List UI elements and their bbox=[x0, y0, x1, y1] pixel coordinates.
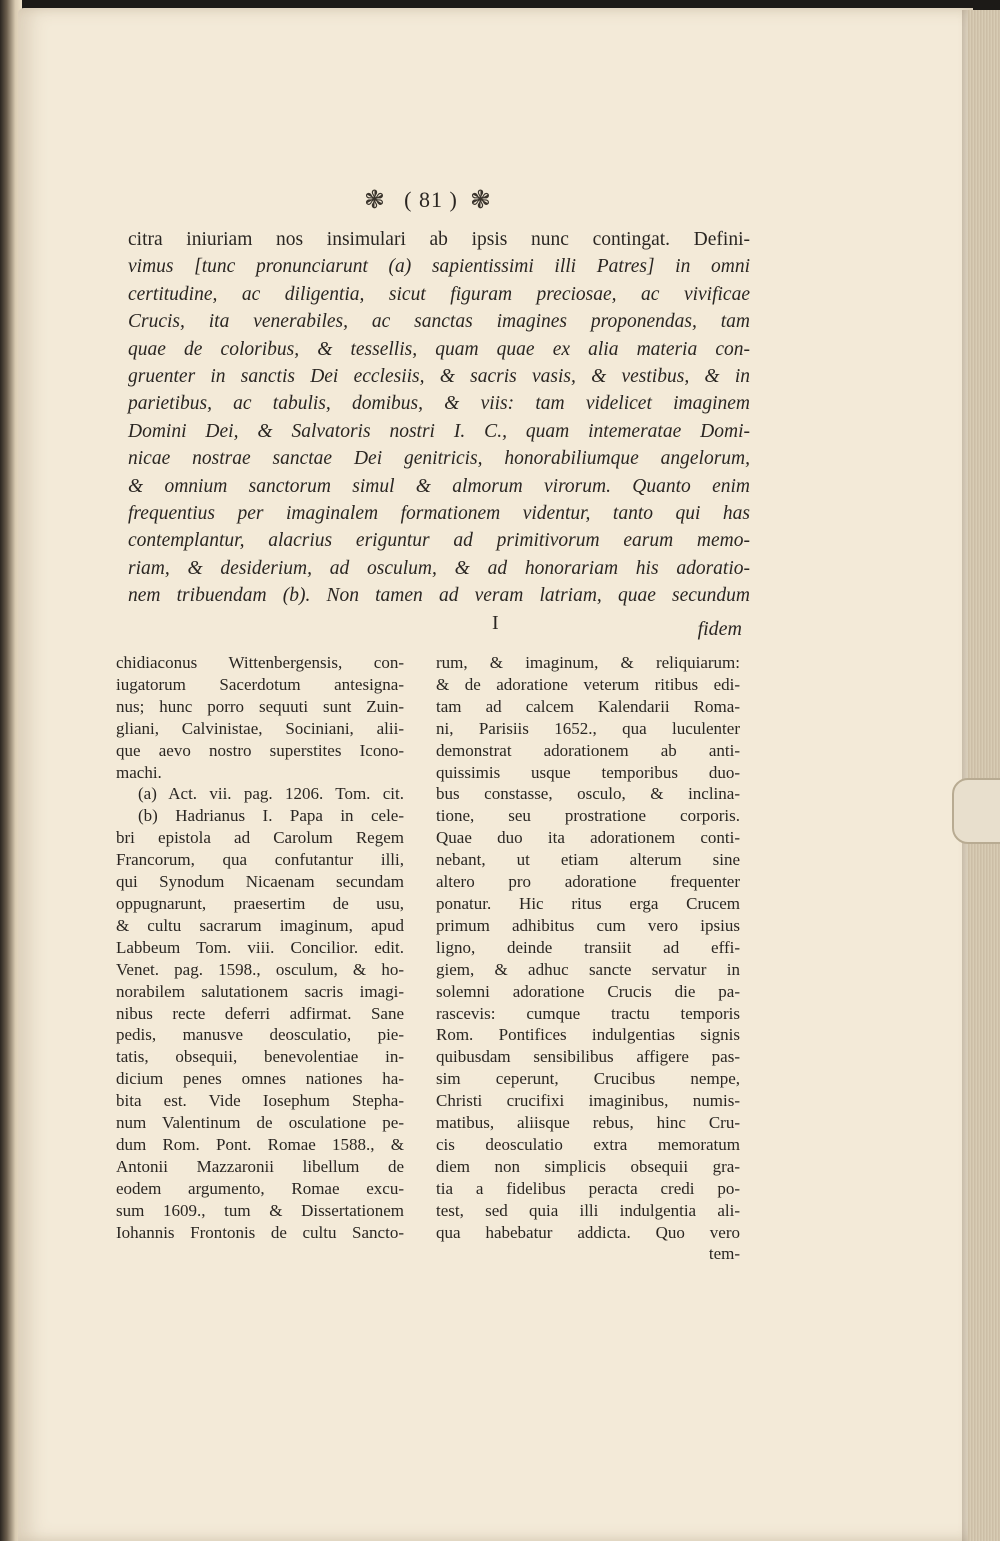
footnote-line: que aevo nostro superstites Icono- bbox=[116, 740, 404, 760]
main-text-line: & omnium sanctorum simul & almorum virorum. Quanto enim bbox=[128, 475, 750, 497]
footnote-catchword: tem- bbox=[708, 1244, 740, 1264]
main-text-line: frequentius per imaginalem formationem videntur, tanto qui has bbox=[128, 503, 750, 525]
signature-mark: I bbox=[492, 612, 499, 634]
footnote-line: bita est. Vide Iosephum Stepha- bbox=[116, 1091, 404, 1111]
footnote-line: rascevis: cumque tractu temporis bbox=[436, 1003, 740, 1023]
main-text-line: parietibus, ac tabulis, domibus, & viis: tam videlicet imaginem bbox=[128, 393, 750, 415]
footnote-line: qui Synodum Nicaenam secundam bbox=[116, 872, 404, 892]
footnote-line: iugatorum Sacerdotum antesigna- bbox=[116, 674, 404, 694]
footnote-line: demonstrat adorationem ab anti- bbox=[436, 740, 740, 760]
footnote-line: eodem argumento, Romae excu- bbox=[116, 1178, 404, 1198]
footnote-line: machi. bbox=[116, 762, 162, 782]
footnote-line: chidiaconus Wittenbergensis, con- bbox=[116, 653, 404, 672]
footnote-line: ligno, deinde transiit ad effi- bbox=[436, 937, 740, 957]
footnote-line: nibus recte deferri adfirmat. Sane bbox=[116, 1003, 404, 1023]
main-text-line: Domini Dei, & Salvatoris nostri I. C., quam intemeratae Domi- bbox=[128, 420, 750, 442]
footnote-line: Labbeum Tom. viii. Concilior. edit. bbox=[116, 937, 404, 957]
footnote-line: quibusdam sensibilibus affigere pas- bbox=[436, 1047, 740, 1067]
footnote-line: primum adhibitus cum vero ipsius bbox=[436, 915, 740, 935]
footnote-line: sum 1609., tum & Dissertationem bbox=[116, 1200, 404, 1220]
footnote-line: sim ceperunt, Crucibus nempe, bbox=[436, 1069, 740, 1089]
main-text-line: Crucis, ita venerabiles, ac sanctas imagines proponendas, tam bbox=[128, 311, 750, 333]
footnote-line: bus constasse, osculo, & inclina- bbox=[436, 784, 740, 804]
page-number: ( 81 ) bbox=[404, 187, 458, 212]
footnote-line: cis deosculatio extra memoratum bbox=[436, 1134, 740, 1154]
footnote-line: bri epistola ad Carolum Regem bbox=[116, 828, 404, 848]
main-text-line: certitudine, ac diligentia, sicut figuram preciosae, ac vivificae bbox=[128, 283, 750, 305]
thumb-tab bbox=[952, 778, 1000, 844]
catchword: fidem bbox=[697, 618, 742, 640]
main-text-line: riam, & desiderium, ad osculum, & ad honorariam his adoratio- bbox=[128, 557, 750, 579]
main-text-line: gruenter in sanctis Dei ecclesiis, & sacris vasis, & vestibus, & in bbox=[128, 366, 750, 388]
footnote-line: altero pro adoratione frequenter bbox=[436, 872, 740, 892]
ornament-left-icon: ❃ bbox=[364, 187, 385, 214]
footnote-line: ni, Parisiis 1652., qua luculenter bbox=[436, 718, 740, 738]
footnote-line: tam ad calcem Kalendarii Roma- bbox=[436, 696, 740, 716]
footnote-line: matibus, aliisque rebus, hinc Cru- bbox=[436, 1113, 740, 1133]
footnote-line: num Valentinum de osculatione pe- bbox=[116, 1113, 404, 1133]
main-text-line: nicae nostrae sanctae Dei genitricis, honorabiliumque angelorum, bbox=[128, 448, 750, 470]
main-text-line: quae de coloribus, & tessellis, quam quae ex alia materia con- bbox=[128, 338, 750, 360]
footnote-line: Venet. pag. 1598., osculum, & ho- bbox=[116, 959, 404, 979]
footnote-line: solemni adoratione Crucis die pa- bbox=[436, 981, 740, 1001]
footnote-line: Christi crucifixi imaginibus, numis- bbox=[436, 1091, 740, 1111]
footnote-line: tione, seu prostratione corporis. bbox=[436, 806, 740, 826]
footnote-column-left bbox=[116, 652, 404, 1243]
footnote-line: Rom. Pontifices indulgentias signis bbox=[436, 1025, 740, 1045]
footnote-line: Quae duo ita adorationem conti- bbox=[436, 828, 740, 848]
footnote-line: giem, & adhuc sancte servatur in bbox=[436, 959, 740, 979]
signature-row bbox=[128, 612, 750, 642]
footnote-line: ponatur. Hic ritus erga Crucem bbox=[436, 893, 740, 913]
page-stack-fore-edge bbox=[968, 10, 1000, 1541]
footnote-line: dum Rom. Pont. Romae 1588., & bbox=[116, 1134, 404, 1154]
ornament-right-icon: ❃ bbox=[470, 187, 491, 214]
footnote-line: rum, & imaginum, & reliquiarum: bbox=[436, 653, 740, 672]
main-text-line: vimus [tunc pronunciarunt (a) sapientissimi illi Patres] in omni bbox=[128, 256, 750, 278]
footnote-b: (b) Hadrianus I. Papa in cele- bbox=[138, 806, 404, 826]
main-text-line: contemplantur, alacrius eriguntur ad primitivorum earum memo- bbox=[128, 530, 750, 552]
footnote-line: Iohannis Frontonis de cultu Sancto- bbox=[116, 1222, 404, 1242]
footnote-line: pedis, manusve deosculatio, pie- bbox=[116, 1025, 404, 1045]
main-text-line: citra iniuriam nos insimulari ab ipsis nunc contingat. Defini- bbox=[128, 229, 750, 250]
main-text-line: nem tribuendam (b). Non tamen ad veram latriam, quae secundum bbox=[128, 585, 750, 607]
footnote-line: quissimis usque temporibus duo- bbox=[436, 762, 740, 782]
running-header bbox=[360, 184, 500, 218]
footnote-line: Francorum, qua confutantur illi, bbox=[116, 850, 404, 870]
footnote-line: nus; hunc porro sequuti sunt Zuin- bbox=[116, 696, 404, 716]
footnote-line: qua habebatur addicta. Quo vero bbox=[436, 1222, 740, 1242]
footnote-line: diem non simplicis obsequii gra- bbox=[436, 1156, 740, 1176]
footnote-line: oppugnarunt, praesertim de usu, bbox=[116, 893, 404, 913]
footnote-line: & de adoratione veterum ritibus edi- bbox=[436, 674, 740, 694]
footnote-column-right bbox=[436, 652, 740, 1265]
footnote-line: nebant, ut etiam alterum sine bbox=[436, 850, 740, 870]
footnote-line: dicium penes omnes nationes ha- bbox=[116, 1069, 404, 1089]
footnote-line: & cultu sacrarum imaginum, apud bbox=[116, 915, 404, 935]
footnote-line: test, sed quia illi indulgentia ali- bbox=[436, 1200, 740, 1220]
footnote-a: (a) Act. vii. pag. 1206. Tom. cit. bbox=[138, 784, 404, 804]
footnote-line: norabilem salutationem sacris imagi- bbox=[116, 981, 404, 1001]
footnote-line: tatis, obsequii, benevolentiae in- bbox=[116, 1047, 404, 1067]
main-text-block bbox=[128, 226, 750, 610]
footnote-line: gliani, Calvinistae, Sociniani, alii- bbox=[116, 718, 404, 738]
footnote-line: tia a fidelibus peracta credi po- bbox=[436, 1178, 740, 1198]
footnote-line: Antonii Mazzaronii libellum de bbox=[116, 1156, 404, 1176]
